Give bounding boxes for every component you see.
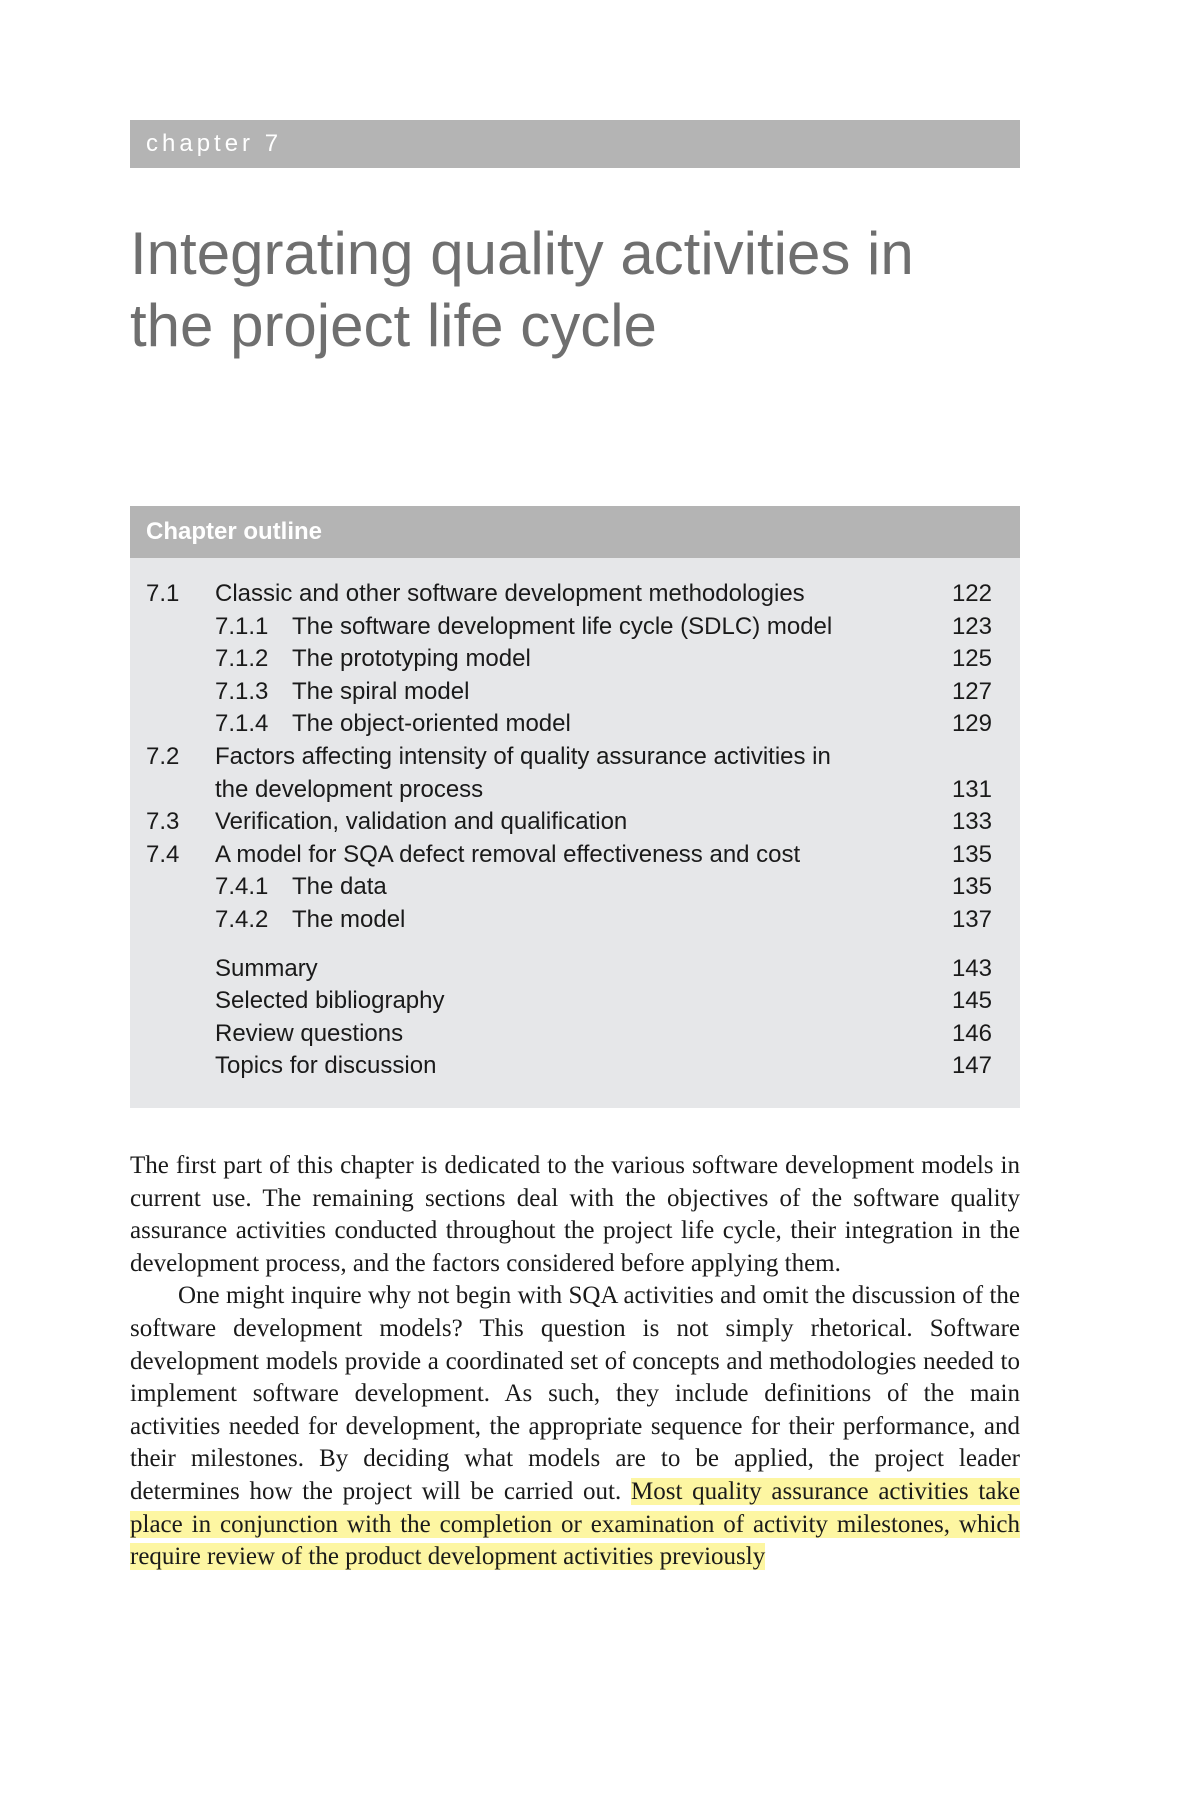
page-number: 146 <box>951 1019 992 1047</box>
page-number: 127 <box>951 677 992 705</box>
page-number: 145 <box>951 987 992 1015</box>
section-number: 7.1.1 <box>215 612 269 640</box>
page-number: 147 <box>951 1052 992 1080</box>
section-title: The prototyping model <box>292 645 531 673</box>
page-number: 143 <box>951 954 992 982</box>
outline-row[interactable] <box>130 643 1020 676</box>
outline-row[interactable] <box>130 839 1020 872</box>
page-number: 131 <box>951 775 992 803</box>
chapter-title <box>130 218 1030 362</box>
section-number: 7.1.2 <box>215 645 269 673</box>
section-number: 7.1.4 <box>215 710 269 738</box>
outline-list <box>130 578 1020 1083</box>
chapter-banner <box>130 120 1020 168</box>
section-number: 7.4.1 <box>215 873 269 901</box>
section-title: Topics for discussion <box>215 1052 437 1080</box>
page-number: 123 <box>951 612 992 640</box>
section-number: 7.2 <box>146 742 180 770</box>
section-title: Selected bibliography <box>215 987 445 1015</box>
section-title: The spiral model <box>292 677 470 705</box>
paragraph-2-text: One might inquire why not begin with SQA activities and omit the discussion of the software development models? This question is not simply rhetorical. Software development models provide a coordinated set of concepts and methodologies needed to implement software development. As such, they include definitions of the main activities needed for development, the appropriate sequence for their performance, and their milestones. By deciding what models are to be applied, the project leader determines how the project will be carried out. <box>130 1282 1020 1505</box>
page-number: 135 <box>951 873 992 901</box>
outline-row-topics[interactable] <box>130 1050 1020 1083</box>
outline-row[interactable] <box>130 871 1020 904</box>
section-title: Summary <box>215 954 318 982</box>
section-title: Classic and other software development methodologies <box>215 580 805 607</box>
section-number: 7.3 <box>146 808 180 836</box>
paragraph-1: The first part of this chapter is dedicated to the various software development models in current use. The remaining sections deal with the objectives of the software quality assurance activities conducted throughout the project life cycle, their integration in the development process, and the factors considered before applying them. <box>130 1152 1020 1277</box>
outline-row[interactable] <box>130 676 1020 709</box>
section-number: 7.1.3 <box>215 677 269 705</box>
section-title: The data <box>292 873 387 901</box>
outline-row[interactable] <box>130 578 1020 611</box>
highlighted-text[interactable]: Most quality assurance activities take place in conjunction with the completion or examination of activity milestones, which require review of the product development activities previously <box>130 1477 1020 1571</box>
outline-spacer <box>130 937 1020 953</box>
outline-row[interactable] <box>130 806 1020 839</box>
chapter-title-line-1: Integrating quality activities in <box>130 220 914 287</box>
page-number: 137 <box>951 905 992 933</box>
section-title: A model for SQA defect removal effectiveness and cost <box>215 840 801 868</box>
body-text <box>130 1150 1020 1574</box>
chapter-label: chapter 7 <box>146 130 283 157</box>
outline-row[interactable] <box>130 904 1020 937</box>
paragraph-2 <box>130 1280 1020 1573</box>
section-title: Factors affecting intensity of quality assurance activities in <box>215 742 831 770</box>
page-number: 122 <box>951 580 992 607</box>
chapter-title-line-2: the project life cycle <box>130 292 657 359</box>
section-title: the development process <box>215 775 484 803</box>
outline-row[interactable] <box>130 708 1020 741</box>
outline-row-summary[interactable] <box>130 953 1020 986</box>
outline-row-bibliography[interactable] <box>130 985 1020 1018</box>
chapter-outline <box>130 506 1020 1108</box>
outline-row[interactable] <box>130 611 1020 644</box>
section-number: 7.1 <box>146 580 180 607</box>
section-title: Review questions <box>215 1019 404 1047</box>
outline-header <box>130 506 1020 558</box>
section-title: The object-oriented model <box>292 710 571 738</box>
page-number: 133 <box>951 808 992 836</box>
section-title: Verification, validation and qualification <box>215 808 628 836</box>
page-number: 135 <box>951 840 992 868</box>
outline-heading: Chapter outline <box>146 518 323 545</box>
outline-row-review-questions[interactable] <box>130 1018 1020 1051</box>
section-title: The software development life cycle (SDLC) model <box>292 612 833 640</box>
page-number: 129 <box>951 710 992 738</box>
outline-row[interactable] <box>130 741 1020 774</box>
page-number: 125 <box>951 645 992 673</box>
section-title: The model <box>292 905 406 933</box>
outline-row[interactable] <box>130 774 1020 807</box>
section-number: 7.4 <box>146 840 180 868</box>
section-number: 7.4.2 <box>215 905 269 933</box>
